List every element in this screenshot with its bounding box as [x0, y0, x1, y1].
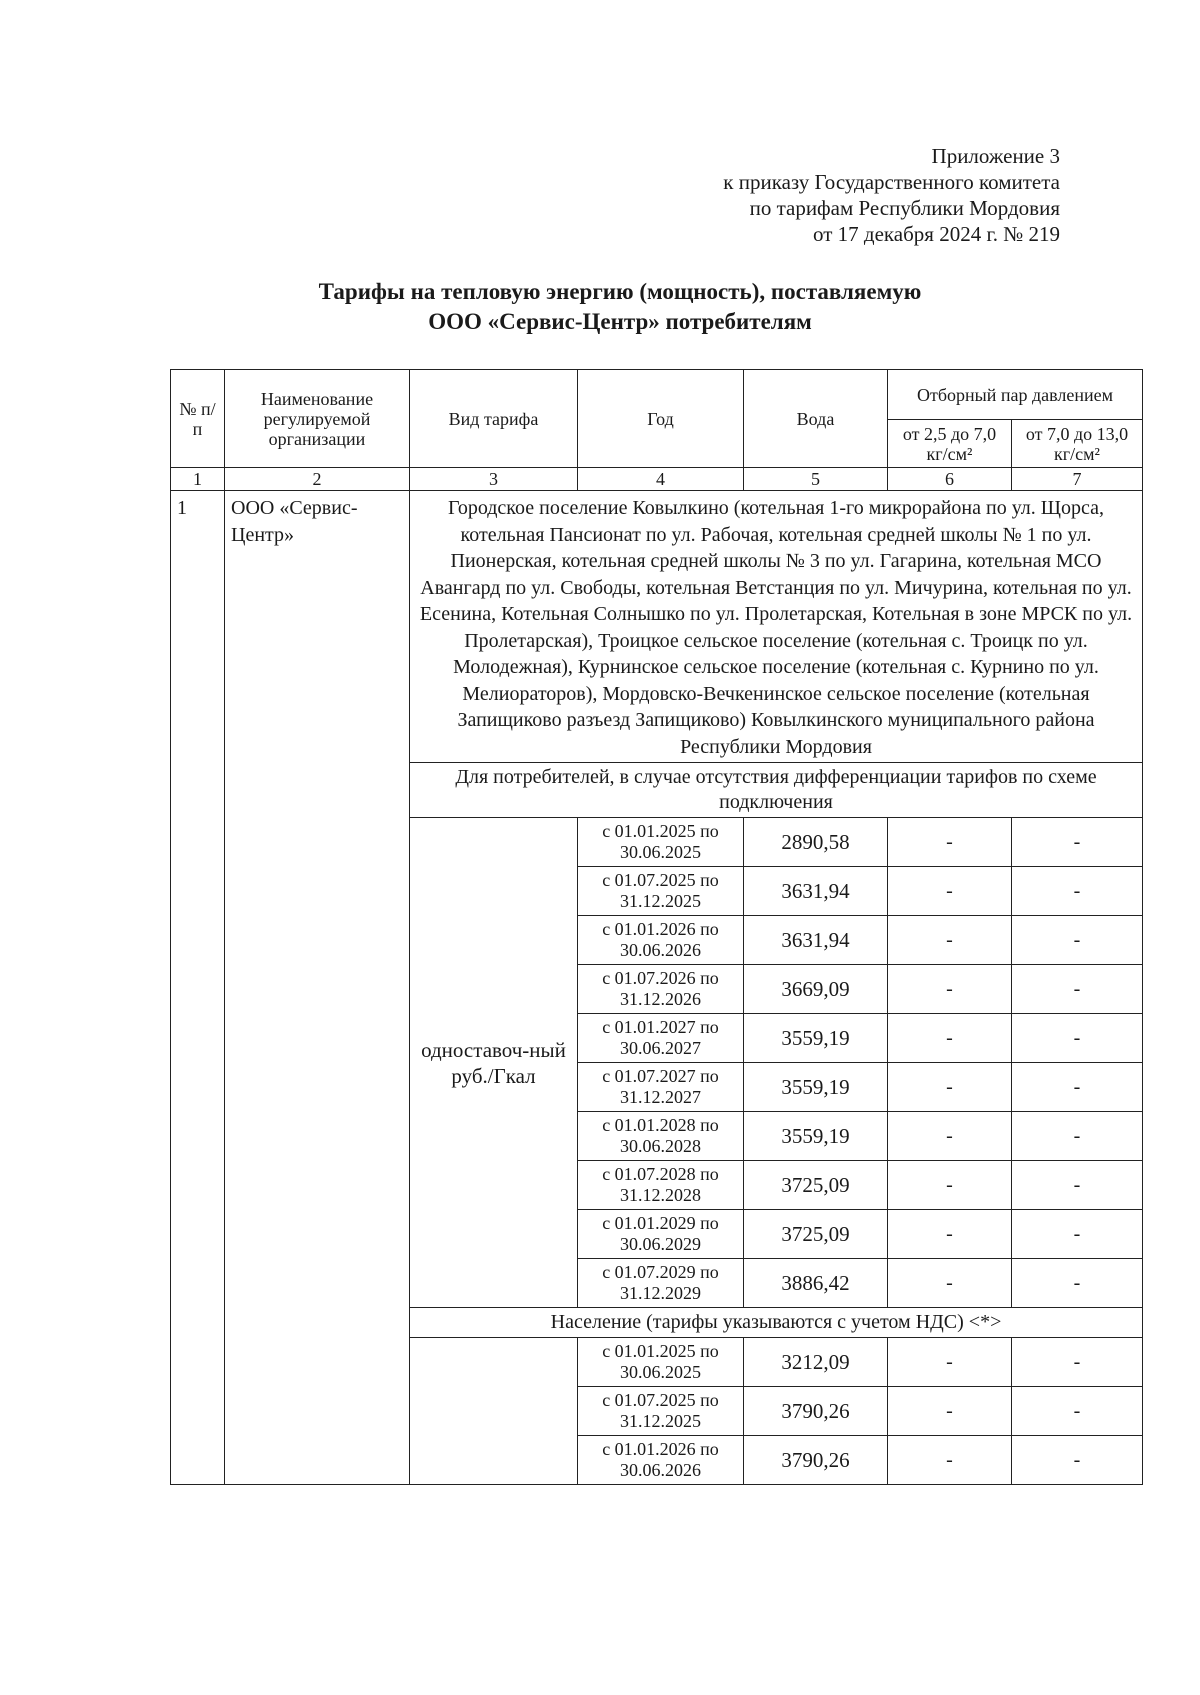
steam-low-cell: - [888, 1063, 1012, 1112]
steam-high-cell: - [1012, 1259, 1143, 1308]
water-tariff-cell: 3559,19 [744, 1063, 888, 1112]
steam-high-cell: - [1012, 1338, 1143, 1387]
header-steam-high: от 7,0 до 13,0 кг/см² [1012, 420, 1143, 468]
appendix-block [560, 143, 1060, 247]
water-tariff-cell: 3669,09 [744, 965, 888, 1014]
row-number: 1 [171, 491, 225, 1485]
title-line-1: Тарифы на тепловую энергию (мощность), поставляемую [318, 279, 922, 304]
water-tariff-cell: 3725,09 [744, 1210, 888, 1259]
period-cell: с 01.07.2027 по 31.12.2027 [578, 1063, 744, 1112]
steam-low-cell: - [888, 1436, 1012, 1485]
steam-low-cell: - [888, 867, 1012, 916]
tariff-type-label: одноставоч-ный руб./Гкал [410, 818, 578, 1308]
period-cell: с 01.01.2026 по 30.06.2026 [578, 916, 744, 965]
organization-name: ООО «Сервис-Центр» [225, 491, 410, 1485]
title-line-2: ООО «Сервис-Центр» потребителям [428, 309, 812, 334]
header-org: Наименование регулируемой организации [225, 370, 410, 468]
col-number: 4 [578, 468, 744, 491]
steam-low-cell: - [888, 1014, 1012, 1063]
period-cell: с 01.07.2025 по 31.12.2025 [578, 1387, 744, 1436]
col-number: 7 [1012, 468, 1143, 491]
period-cell: с 01.01.2025 по 30.06.2025 [578, 818, 744, 867]
tariff-table [170, 369, 1143, 1485]
period-cell: с 01.01.2026 по 30.06.2026 [578, 1436, 744, 1485]
period-cell: с 01.01.2027 по 30.06.2027 [578, 1014, 744, 1063]
water-tariff-cell: 2890,58 [744, 818, 888, 867]
steam-high-cell: - [1012, 1014, 1143, 1063]
header-num: № п/п [171, 370, 225, 468]
period-cell: с 01.01.2029 по 30.06.2029 [578, 1210, 744, 1259]
appendix-line: по тарифам Республики Мордовия [749, 196, 1060, 220]
steam-high-cell: - [1012, 1436, 1143, 1485]
period-cell: с 01.07.2026 по 31.12.2026 [578, 965, 744, 1014]
steam-high-cell: - [1012, 1161, 1143, 1210]
water-tariff-cell: 3790,26 [744, 1387, 888, 1436]
steam-high-cell: - [1012, 1387, 1143, 1436]
col-number: 5 [744, 468, 888, 491]
header-steam: Отборный пар давлением [888, 370, 1143, 420]
steam-high-cell: - [1012, 818, 1143, 867]
region-description: Городское поселение Ковылкино (котельная 1-го микрорайона по ул. Щорса, котельная Пансионат по ул. Рабочая, котельная средней школы № 1 по ул. Пионерская, котельная средней школы № 3 по ул. Гагарина, котельная МСО Авангард по ул. Свободы, котельная Ветстанция по ул. Мичурина, котельная по ул. Есенина, Котельная Солнышко по ул. Пролетарская, Котельная в зоне МРСК по ул. Пролетарская), Троицкое сельское поселение (котельная с. Троицк по ул. Молодежная), Курнинское сельское поселение (котельная с. Курнино по ул. Мелиораторов), Мордовско-Вечкенинское сельское поселение (котельная Запищиково разъезд Запищиково) Ковылкинского муниципального района Республики Мордовия [410, 491, 1143, 763]
water-tariff-cell: 3631,94 [744, 867, 888, 916]
appendix-line: к приказу Государственного комитета [723, 170, 1060, 194]
col-number: 6 [888, 468, 1012, 491]
steam-low-cell: - [888, 1161, 1012, 1210]
period-cell: с 01.07.2029 по 31.12.2029 [578, 1259, 744, 1308]
col-number: 3 [410, 468, 578, 491]
header-year: Год [578, 370, 744, 468]
steam-low-cell: - [888, 1338, 1012, 1387]
water-tariff-cell: 3559,19 [744, 1112, 888, 1161]
water-tariff-cell: 3790,26 [744, 1436, 888, 1485]
steam-low-cell: - [888, 818, 1012, 867]
period-cell: с 01.07.2028 по 31.12.2028 [578, 1161, 744, 1210]
steam-high-cell: - [1012, 1112, 1143, 1161]
steam-low-cell: - [888, 916, 1012, 965]
col-number: 1 [171, 468, 225, 491]
document-title [170, 277, 1070, 337]
header-steam-low: от 2,5 до 7,0 кг/см² [888, 420, 1012, 468]
appendix-line: от 17 декабря 2024 г. № 219 [813, 222, 1060, 246]
tariff-type-empty [410, 1338, 578, 1485]
water-tariff-cell: 3725,09 [744, 1161, 888, 1210]
water-tariff-cell: 3886,42 [744, 1259, 888, 1308]
steam-low-cell: - [888, 1112, 1012, 1161]
steam-high-cell: - [1012, 1210, 1143, 1259]
steam-low-cell: - [888, 1259, 1012, 1308]
header-tariff-type: Вид тарифа [410, 370, 578, 468]
steam-high-cell: - [1012, 1063, 1143, 1112]
appendix-line: Приложение 3 [931, 144, 1060, 168]
steam-high-cell: - [1012, 916, 1143, 965]
steam-high-cell: - [1012, 867, 1143, 916]
water-tariff-cell: 3631,94 [744, 916, 888, 965]
steam-low-cell: - [888, 1210, 1012, 1259]
water-tariff-cell: 3559,19 [744, 1014, 888, 1063]
section-consumers-title: Для потребителей, в случае отсутствия дифференциации тарифов по схеме подключения [410, 763, 1143, 818]
period-cell: с 01.07.2025 по 31.12.2025 [578, 867, 744, 916]
water-tariff-cell: 3212,09 [744, 1338, 888, 1387]
header-water: Вода [744, 370, 888, 468]
period-cell: с 01.01.2025 по 30.06.2025 [578, 1338, 744, 1387]
section-population-title: Население (тарифы указываются с учетом НДС) <*> [410, 1308, 1143, 1338]
steam-high-cell: - [1012, 965, 1143, 1014]
steam-low-cell: - [888, 1387, 1012, 1436]
steam-low-cell: - [888, 965, 1012, 1014]
col-number: 2 [225, 468, 410, 491]
period-cell: с 01.01.2028 по 30.06.2028 [578, 1112, 744, 1161]
